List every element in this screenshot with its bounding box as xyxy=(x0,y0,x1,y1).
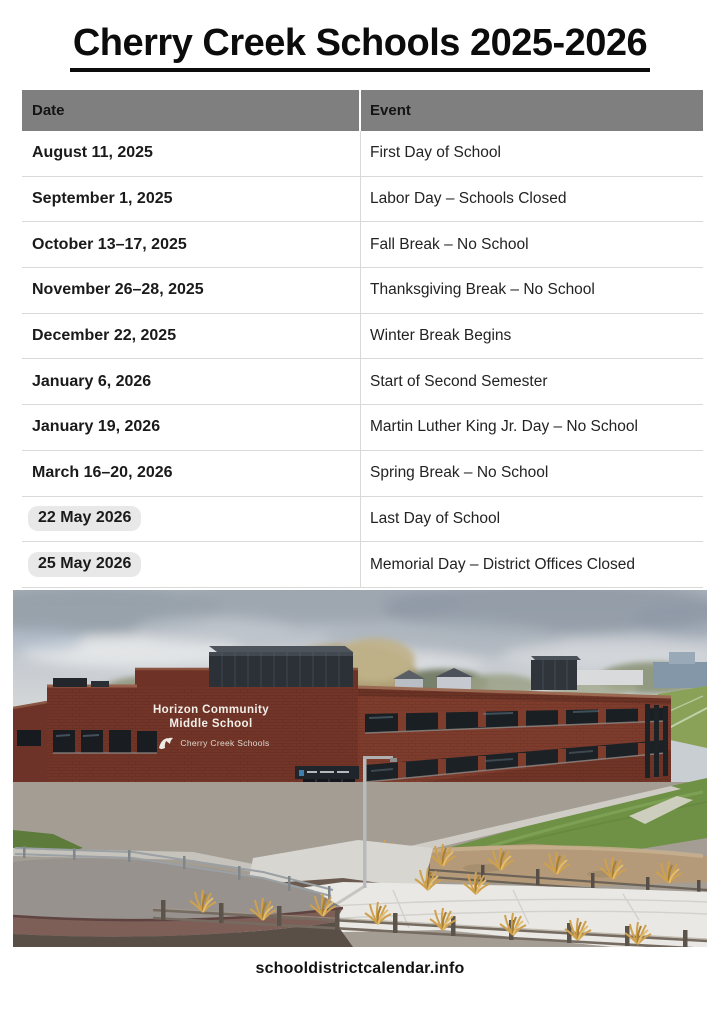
event-text: Thanksgiving Break – No School xyxy=(370,281,595,299)
date-text: March 16–20, 2026 xyxy=(32,464,173,482)
date-cell xyxy=(22,222,361,267)
event-text: Martin Luther King Jr. Day – No School xyxy=(370,418,638,436)
calendar-table xyxy=(22,90,703,588)
event-text: Start of Second Semester xyxy=(370,372,548,390)
event-text: Labor Day – Schools Closed xyxy=(370,190,567,208)
date-text: December 22, 2025 xyxy=(32,327,177,345)
date-text: January 19, 2026 xyxy=(32,418,161,436)
table-row xyxy=(22,268,703,314)
event-cell xyxy=(361,359,703,404)
date-text: November 26–28, 2025 xyxy=(32,281,204,299)
rooftop-vent xyxy=(53,678,87,687)
event-text: Winter Break Begins xyxy=(370,327,512,345)
school-photo xyxy=(13,590,707,947)
event-cell xyxy=(361,405,703,450)
table-row xyxy=(22,542,703,588)
event-cell xyxy=(361,497,703,542)
date-cell xyxy=(22,177,361,222)
table-row xyxy=(22,222,703,268)
event-cell xyxy=(361,314,703,359)
date-cell xyxy=(22,359,361,404)
date-text: 25 May 2026 xyxy=(28,552,141,577)
date-cell xyxy=(22,451,361,496)
table-row xyxy=(22,359,703,405)
building-sign-line2: Middle School xyxy=(169,718,253,730)
event-text: Memorial Day – District Offices Closed xyxy=(370,555,636,573)
event-cell xyxy=(361,542,703,587)
table-row xyxy=(22,405,703,451)
event-text: Last Day of School xyxy=(370,509,501,527)
date-cell xyxy=(22,268,361,313)
building-sign-line1: Horizon Community xyxy=(152,704,270,716)
event-cell xyxy=(361,222,703,267)
event-cell xyxy=(361,177,703,222)
event-cell xyxy=(361,131,703,176)
date-text: August 11, 2025 xyxy=(32,144,153,162)
date-cell xyxy=(22,542,361,587)
rooftop-unit xyxy=(209,646,353,687)
event-cell xyxy=(361,268,703,313)
date-cell xyxy=(22,405,361,450)
date-text: January 6, 2026 xyxy=(32,372,152,390)
table-row xyxy=(22,451,703,497)
title-wrap xyxy=(0,24,720,72)
event-text: Fall Break – No School xyxy=(370,235,529,253)
footer-url: schooldistrictcalendar.info xyxy=(255,960,465,977)
table-header xyxy=(22,90,703,131)
table-row xyxy=(22,497,703,543)
date-cell xyxy=(22,131,361,176)
date-text: 22 May 2026 xyxy=(28,506,141,531)
date-cell xyxy=(22,497,361,542)
date-text: October 13–17, 2025 xyxy=(32,235,187,253)
school-photo-illustration xyxy=(13,590,707,947)
table-body xyxy=(22,131,703,588)
event-text: Spring Break – No School xyxy=(370,464,549,482)
rooftop-vent-2 xyxy=(91,681,109,687)
header-cell-event: Event xyxy=(370,102,411,119)
event-text: First Day of School xyxy=(370,144,501,162)
rooftop-unit-2 xyxy=(531,656,581,690)
table-row xyxy=(22,177,703,223)
table-row xyxy=(22,131,703,177)
table-row xyxy=(22,314,703,360)
date-cell xyxy=(22,314,361,359)
building-brand-text: Cherry Creek Schools xyxy=(180,738,270,748)
header-cell-date: Date xyxy=(22,90,361,131)
date-text: September 1, 2025 xyxy=(32,190,173,208)
event-cell xyxy=(361,451,703,496)
page-title: Cherry Creek Schools 2025-2026 xyxy=(70,24,650,72)
